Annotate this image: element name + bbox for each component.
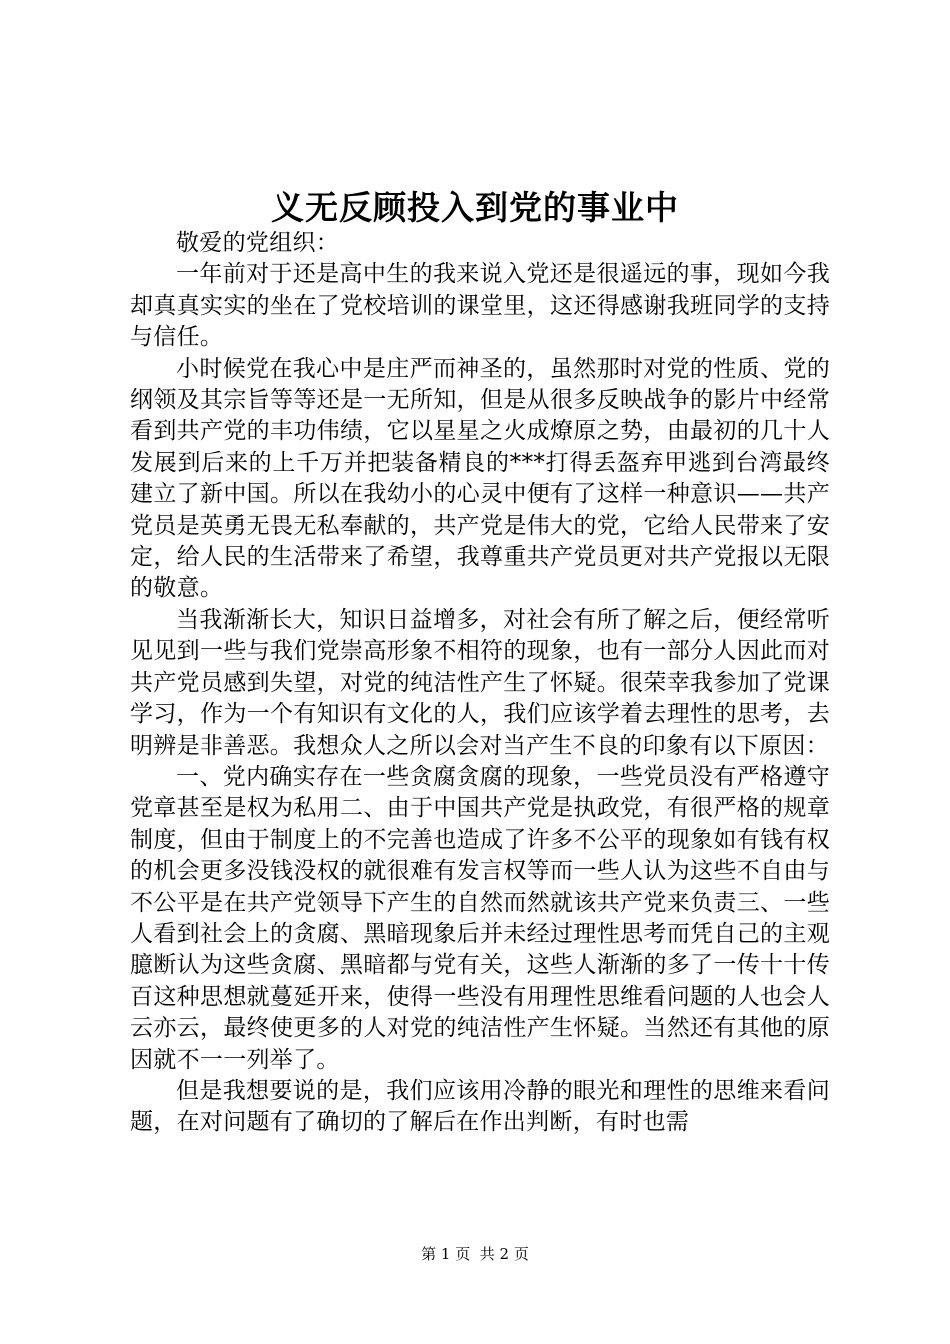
paragraph-2: 小时候党在我心中是庄严而神圣的，虽然那时对党的性质、党的纲领及其宗旨等等还是一无所知，但是从很多反映战争的影片中经常看到共产党的丰功伟绩，它以星星之火成燎原之势，由最初的几十人发展到后来的上千万并把装备精良的***打得丢盔弃甲逃到台湾最终建立了新中国。所以在我幼小的心灵中便有了这样一种意识——共产党员是英勇无畏无私奉献的，共产党是伟大的党，它给人民带来了安定，给人民的生活带来了希望，我尊重共产党员更对共产党报以无限的敬意。 xyxy=(130,355,830,602)
salutation: 敬爱的党组织： xyxy=(176,230,340,256)
page-title: 义无反顾投入到党的事业中 xyxy=(271,188,679,227)
paragraph-5: 但是我想要说的是，我们应该用冷静的眼光和理性的思维来看问题，在对问题有了确切的了解后在作出判断，有时也需 xyxy=(130,1077,830,1136)
paragraph-1: 一年前对于还是高中生的我来说入党还是很遥远的事，现如今我却真真实实的坐在了党校培训的课堂里，这还得感谢我班同学的支持与信任。 xyxy=(130,261,830,351)
document-body xyxy=(130,228,830,1139)
paragraph-3: 当我渐渐长大，知识日益增多，对社会有所了解之后，便经常听见见到一些与我们党崇高形象不相符的现象，也有一部分人因此而对共产党员感到失望，对党的纯洁性产生了怀疑。很荣幸我参加了党课学习，作为一个有知识有文化的人，我们应该学着去理性的思考，去明辨是非善恶。我想众人之所以会对当产生不良的印象有以下原因： xyxy=(130,606,830,759)
page-number-label: 第 1 页 共 2 页 xyxy=(421,1245,529,1263)
page-footer xyxy=(0,1244,950,1264)
paragraph-4: 一、党内确实存在一些贪腐贪腐的现象，一些党员没有严格遵守党章甚至是权为私用二、由于中国共产党是执政党，有很严格的规章制度，但由于制度上的不完善也造成了许多不公平的现象如有钱有权的机会更多没钱没权的就很难有发言权等而一些人认为这些不自由与不公平是在共产党领导下产生的自然而然就该共产党来负责三、一些人看到社会上的贪腐、黑暗现象后并未经过理性思考而凭自己的主观臆断认为这些贪腐、黑暗都与党有关，这些人渐渐的多了一传十十传百这种思想就蔓延开来，使得一些没有用理性思维看问题的人也会人云亦云，最终使更多的人对党的纯洁性产生怀疑。当然还有其他的原因就不一一列举了。 xyxy=(130,763,830,1073)
